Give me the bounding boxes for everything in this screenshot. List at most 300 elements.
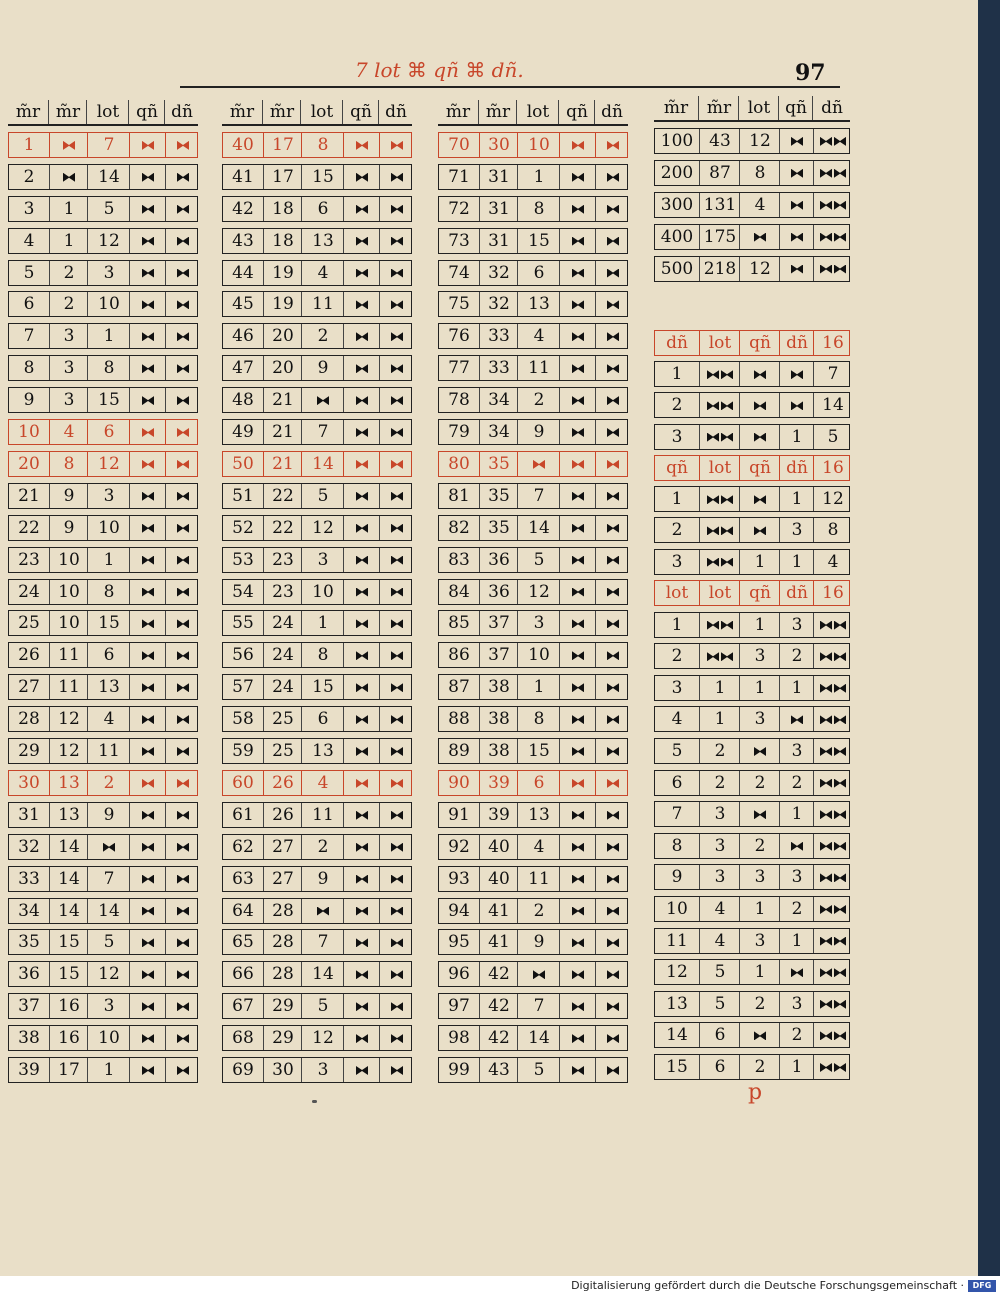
- table-cell: 11: [517, 867, 560, 891]
- table-cell: 4: [517, 835, 560, 859]
- table-cell: 79: [448, 422, 470, 442]
- blank-mark-icon: [177, 805, 189, 825]
- blank-mark-icon: [607, 582, 619, 602]
- table-cell: [379, 133, 414, 157]
- column-header: dñ: [779, 331, 814, 355]
- table-cell: 31: [479, 229, 518, 253]
- blank-mark-icon: [356, 550, 368, 570]
- blank-mark-icon: [754, 364, 766, 384]
- table-cell: [343, 930, 380, 954]
- table-header: [222, 100, 412, 126]
- table-cell: 15: [301, 675, 344, 699]
- table-cell: [165, 962, 200, 986]
- blank-mark-icon: [177, 741, 189, 761]
- table-cell: 59: [232, 741, 254, 761]
- table-cell: 3: [87, 261, 130, 285]
- blank-mark-icon: [791, 131, 803, 151]
- table-cell: 3: [671, 551, 683, 572]
- table-cell: [129, 229, 166, 253]
- table-cell: [595, 548, 630, 572]
- table-cell: 31: [479, 165, 518, 189]
- table-row: [8, 834, 198, 860]
- blank-mark-icon: [607, 932, 619, 952]
- table-cell: 7: [301, 930, 344, 954]
- blank-mark-icon: [820, 994, 846, 1014]
- table-cell: 5: [23, 262, 35, 283]
- table-row: [8, 260, 198, 286]
- table-cell: [517, 962, 560, 986]
- table-cell: [165, 452, 200, 476]
- table-row: [222, 164, 412, 190]
- table-cell: 12: [301, 516, 344, 540]
- table-cell: 3: [779, 518, 814, 542]
- table-cell: 12: [87, 452, 130, 476]
- table-cell: [559, 899, 596, 923]
- table-cell: 53: [232, 549, 254, 570]
- table-cell: 1: [671, 364, 683, 385]
- table-cell: [559, 197, 596, 221]
- table-cell: 1: [23, 134, 35, 155]
- table-cell: 7: [517, 994, 560, 1018]
- table-row: [654, 896, 850, 922]
- blank-mark-icon: [356, 167, 368, 187]
- table-cell: [739, 487, 780, 511]
- column-header: lot: [699, 456, 740, 480]
- table-row: [438, 451, 628, 477]
- blank-mark-icon: [820, 615, 846, 635]
- blank-mark-icon: [820, 227, 846, 247]
- table-row: [654, 928, 850, 954]
- table-cell: [595, 1026, 630, 1050]
- table-cell: 24: [18, 581, 40, 602]
- blank-mark-icon: [391, 996, 403, 1016]
- table-cell: [559, 1026, 596, 1050]
- blank-mark-icon: [707, 364, 733, 384]
- table-cell: 26: [18, 645, 40, 666]
- table-cell: 38: [479, 707, 518, 731]
- blank-mark-icon: [572, 358, 584, 378]
- table-cell: 26: [263, 771, 302, 795]
- blank-mark-icon: [356, 677, 368, 697]
- table-cell: [379, 994, 414, 1018]
- table-cell: 38: [479, 675, 518, 699]
- blank-mark-icon: [142, 486, 154, 506]
- table-row: [654, 770, 850, 796]
- table-row: [222, 738, 412, 764]
- blank-mark-icon: [356, 390, 368, 410]
- table-cell: 13: [301, 739, 344, 763]
- table-cell: 37: [479, 643, 518, 667]
- table-cell: [379, 771, 414, 795]
- blank-mark-icon: [142, 773, 154, 793]
- table-cell: [129, 133, 166, 157]
- table-row: [222, 547, 412, 573]
- table-cell: [129, 548, 166, 572]
- table-cell: 11: [301, 292, 344, 316]
- table-cell: [813, 1055, 852, 1079]
- blank-mark-icon: [820, 931, 846, 951]
- blank-mark-icon: [572, 294, 584, 314]
- blank-mark-icon: [754, 804, 766, 824]
- table-row: [222, 866, 412, 892]
- table-row: [222, 419, 412, 445]
- blank-mark-icon: [391, 199, 403, 219]
- table-cell: [343, 548, 380, 572]
- blank-mark-icon: [177, 773, 189, 793]
- table-cell: [595, 197, 630, 221]
- table-cell: [129, 771, 166, 795]
- table-cell: 2: [671, 646, 683, 667]
- table-cell: [165, 1058, 200, 1082]
- table-cell: 3: [739, 929, 780, 953]
- blank-mark-icon: [142, 1060, 154, 1080]
- blank-mark-icon: [177, 901, 189, 921]
- table-cell: [699, 644, 740, 668]
- table-cell: 10: [49, 548, 88, 572]
- table-row: [222, 993, 412, 1019]
- table-cell: 19: [263, 292, 302, 316]
- table-cell: 2: [301, 835, 344, 859]
- table-row: [438, 355, 628, 381]
- table-cell: [165, 803, 200, 827]
- table-cell: 12: [739, 129, 780, 153]
- table-cell: 67: [232, 996, 254, 1017]
- table-row: [438, 483, 628, 509]
- table-cell: 48: [232, 390, 254, 411]
- table-cell: 32: [18, 836, 40, 857]
- table-cell: [129, 675, 166, 699]
- blank-mark-icon: [391, 486, 403, 506]
- table-cell: 1: [739, 897, 780, 921]
- table-row: [8, 674, 198, 700]
- table-cell: 12: [49, 739, 88, 763]
- table-cell: [379, 580, 414, 604]
- table-cell: [343, 675, 380, 699]
- table-cell: 11: [666, 930, 688, 951]
- blank-mark-icon: [356, 518, 368, 538]
- table-cell: 35: [479, 452, 518, 476]
- table-cell: 29: [263, 994, 302, 1018]
- table-row: [654, 1022, 850, 1048]
- table-cell: 10: [517, 133, 560, 157]
- table-cell: 1: [671, 614, 683, 635]
- table-row: [654, 192, 850, 218]
- table-row: [8, 770, 198, 796]
- blank-mark-icon: [572, 996, 584, 1016]
- blank-mark-icon: [391, 1060, 403, 1080]
- table-row: [438, 387, 628, 413]
- blank-mark-icon: [356, 486, 368, 506]
- table-cell: 72: [448, 198, 470, 219]
- table-cell: 28: [263, 930, 302, 954]
- blank-mark-icon: [607, 837, 619, 857]
- table-cell: 31: [479, 197, 518, 221]
- scan-edge: [978, 0, 1000, 1276]
- table-cell: [595, 484, 630, 508]
- blank-mark-icon: [572, 1028, 584, 1048]
- table-cell: [129, 643, 166, 667]
- blank-mark-icon: [391, 709, 403, 729]
- table-cell: 37: [479, 611, 518, 635]
- blank-mark-icon: [177, 964, 189, 984]
- blank-mark-icon: [177, 135, 189, 155]
- table-cell: [559, 867, 596, 891]
- column-header: dñ: [164, 100, 199, 124]
- blank-mark-icon: [356, 932, 368, 952]
- table-cell: 1: [779, 550, 814, 574]
- table-row: [438, 228, 628, 254]
- table-cell: 1: [699, 707, 740, 731]
- blank-mark-icon: [356, 422, 368, 442]
- table-row: [8, 738, 198, 764]
- table-cell: 23: [263, 548, 302, 572]
- table-cell: 17: [263, 165, 302, 189]
- blank-mark-icon: [391, 550, 403, 570]
- table-cell: 51: [232, 485, 254, 506]
- column-header: m̃r: [15, 102, 41, 122]
- blank-mark-icon: [607, 231, 619, 251]
- table-cell: 100: [660, 130, 694, 151]
- signature-mark: p: [748, 1080, 763, 1105]
- blank-mark-icon: [572, 199, 584, 219]
- table-cell: [301, 899, 344, 923]
- blank-mark-icon: [177, 709, 189, 729]
- table-cell: 3: [671, 677, 683, 698]
- table-cell: 8: [517, 707, 560, 731]
- table-cell: 8: [23, 358, 35, 379]
- table-cell: [559, 388, 596, 412]
- blank-mark-icon: [356, 837, 368, 857]
- table-cell: 218: [699, 257, 740, 281]
- table-cell: 300: [660, 194, 694, 215]
- table-cell: 12: [87, 962, 130, 986]
- column-header: lot: [665, 583, 689, 603]
- table-cell: [165, 675, 200, 699]
- blank-mark-icon: [572, 1060, 584, 1080]
- table-row: [438, 961, 628, 987]
- blank-mark-icon: [391, 422, 403, 442]
- table-row: [654, 833, 850, 859]
- table-cell: 4: [699, 929, 740, 953]
- blank-mark-icon: [707, 395, 733, 415]
- table-cell: 3: [49, 324, 88, 348]
- table-cell: [379, 835, 414, 859]
- table-cell: 12: [666, 962, 688, 983]
- table-cell: [379, 229, 414, 253]
- blank-mark-icon: [177, 454, 189, 474]
- table-cell: 2: [739, 1055, 780, 1079]
- table-row: [654, 517, 850, 543]
- table-cell: 26: [263, 803, 302, 827]
- table-cell: [559, 324, 596, 348]
- table-cell: 80: [448, 453, 470, 474]
- table-cell: [699, 487, 740, 511]
- table-cell: 6: [23, 294, 35, 315]
- table-cell: 25: [263, 707, 302, 731]
- blank-mark-icon: [572, 677, 584, 697]
- table-row: [438, 802, 628, 828]
- table-cell: [813, 771, 852, 795]
- blank-mark-icon: [820, 646, 846, 666]
- table-cell: 20: [18, 453, 40, 474]
- table-cell: [165, 548, 200, 572]
- table-cell: 9: [517, 420, 560, 444]
- table-cell: [49, 133, 88, 157]
- table-row: [222, 961, 412, 987]
- table-cell: 1: [739, 613, 780, 637]
- column-header: m̃r: [478, 100, 517, 124]
- column-header: qñ: [778, 96, 813, 120]
- blank-mark-icon: [391, 932, 403, 952]
- table-cell: 1: [87, 324, 130, 348]
- table-row: [222, 929, 412, 955]
- table-cell: [129, 452, 166, 476]
- blank-mark-icon: [572, 837, 584, 857]
- table-cell: 14: [517, 1026, 560, 1050]
- table-cell: [559, 548, 596, 572]
- table-cell: [343, 292, 380, 316]
- table-cell: 61: [232, 804, 254, 825]
- table-cell: [559, 835, 596, 859]
- table-row: [654, 128, 850, 154]
- table-cell: 10: [87, 292, 130, 316]
- table-cell: 3: [699, 802, 740, 826]
- table-cell: 3: [699, 834, 740, 858]
- table-row: [8, 132, 198, 158]
- blank-mark-icon: [356, 773, 368, 793]
- blank-mark-icon: [142, 996, 154, 1016]
- table-cell: 39: [18, 1060, 40, 1080]
- table-cell: 45: [232, 294, 254, 315]
- table-cell: 1: [49, 197, 88, 221]
- table-cell: 10: [666, 899, 688, 919]
- blank-mark-icon: [142, 964, 154, 984]
- table-cell: [343, 388, 380, 412]
- table-cell: 2: [779, 897, 814, 921]
- table-cell: 90: [448, 772, 470, 793]
- table-cell: [595, 899, 630, 923]
- table-cell: 8: [517, 197, 560, 221]
- table-cell: [129, 324, 166, 348]
- table-cell: [165, 643, 200, 667]
- table-cell: 3: [739, 707, 780, 731]
- table-cell: [165, 516, 200, 540]
- table-cell: 4: [87, 707, 130, 731]
- table-cell: 16: [49, 1026, 88, 1050]
- blank-mark-icon: [607, 358, 619, 378]
- table-row: [438, 1025, 628, 1051]
- table-cell: 6: [87, 420, 130, 444]
- table-cell: 1: [739, 550, 780, 574]
- blank-mark-icon: [356, 805, 368, 825]
- table-cell: [343, 994, 380, 1018]
- table-cell: 400: [660, 226, 694, 247]
- table-cell: [779, 707, 814, 731]
- table-row: [8, 419, 198, 445]
- table-cell: 1: [779, 676, 814, 700]
- table-cell: 2: [517, 388, 560, 412]
- table-row: [654, 959, 850, 985]
- table-cell: 22: [18, 517, 40, 538]
- table-cell: [595, 994, 630, 1018]
- table-cell: 8: [813, 518, 852, 542]
- table-cell: 89: [448, 741, 470, 761]
- table-cell: [595, 707, 630, 731]
- table-cell: 6: [517, 771, 560, 795]
- table-row: [438, 419, 628, 445]
- table-cell: 8: [87, 580, 130, 604]
- table-cell: [379, 707, 414, 731]
- blank-mark-icon: [533, 964, 545, 984]
- table-row: [222, 579, 412, 605]
- table-cell: [379, 420, 414, 444]
- table-cell: [559, 229, 596, 253]
- table-row: [222, 1025, 412, 1051]
- table-row: [222, 1057, 412, 1083]
- table-cell: 2: [699, 739, 740, 763]
- table-cell: [165, 292, 200, 316]
- table-row: [8, 802, 198, 828]
- blank-mark-icon: [356, 231, 368, 251]
- table-cell: [595, 420, 630, 444]
- table-cell: [379, 1058, 414, 1082]
- blank-mark-icon: [177, 1060, 189, 1080]
- blank-mark-icon: [754, 489, 766, 509]
- blank-mark-icon: [142, 677, 154, 697]
- table-cell: [379, 356, 414, 380]
- blank-mark-icon: [317, 390, 329, 410]
- blank-mark-icon: [142, 901, 154, 921]
- table-row: [438, 642, 628, 668]
- table-cell: 14: [49, 835, 88, 859]
- table-cell: 8: [301, 133, 344, 157]
- table-cell: [343, 899, 380, 923]
- column-header: dñ: [666, 333, 688, 353]
- table-cell: [739, 425, 780, 449]
- table-cell: 58: [232, 709, 254, 730]
- blank-mark-icon: [177, 932, 189, 952]
- blank-mark-icon: [356, 582, 368, 602]
- table-cell: 2: [739, 992, 780, 1016]
- table-cell: 1: [779, 929, 814, 953]
- table-row: [8, 387, 198, 413]
- table-cell: [165, 261, 200, 285]
- table-cell: 20: [263, 324, 302, 348]
- table-cell: 30: [263, 1058, 302, 1082]
- table-cell: [165, 1026, 200, 1050]
- table-row: [438, 610, 628, 636]
- table-row: [8, 610, 198, 636]
- table-cell: [87, 835, 130, 859]
- table-row: [8, 898, 198, 924]
- column-header: lot: [516, 100, 559, 124]
- column-header: qñ: [128, 100, 165, 124]
- blank-mark-icon: [142, 390, 154, 410]
- table-cell: [595, 356, 630, 380]
- table-row: [8, 164, 198, 190]
- table-cell: 43: [479, 1058, 518, 1082]
- table-cell: 28: [263, 899, 302, 923]
- table-row: [222, 515, 412, 541]
- table-cell: [343, 1026, 380, 1050]
- table-cell: [343, 771, 380, 795]
- table-cell: 36: [479, 548, 518, 572]
- blank-mark-icon: [177, 231, 189, 251]
- blank-mark-icon: [142, 932, 154, 952]
- table-cell: 64: [232, 900, 254, 921]
- table-row: [222, 451, 412, 477]
- table-cell: [165, 388, 200, 412]
